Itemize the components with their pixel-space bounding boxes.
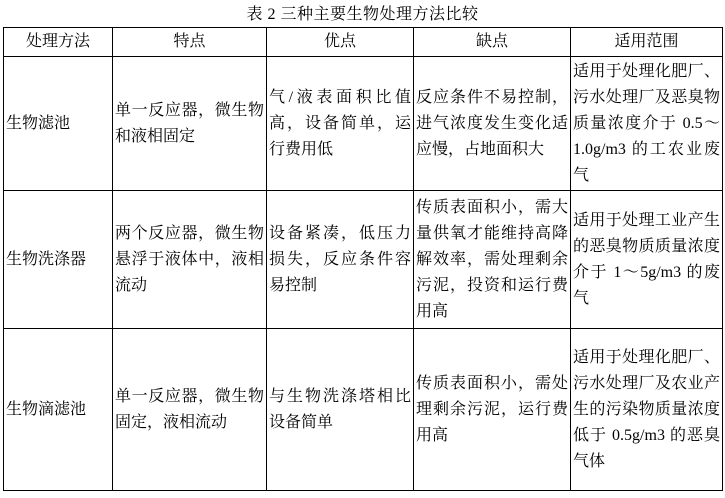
header-applicable-scope: 适用范围	[571, 28, 723, 57]
comparison-table	[3, 27, 723, 491]
cell-scope: 适用于处理化肥厂、污水处理厂及恶臭物质量浓度介于 0.5～1.0g/m3 的工农业废气	[571, 57, 723, 191]
header-treatment-method: 处理方法	[4, 28, 113, 57]
cell-scope: 适用于处理工业产生的恶臭物质质量浓度介于 1～5g/m3 的废气	[571, 191, 723, 329]
cell-scope: 适用于处理化肥厂、污水处理厂及农业产生的污染物质量浓度低于 0.5g/m3 的恶臭气体	[571, 329, 723, 491]
cell-feature: 单一反应器，微生物和液相固定	[113, 57, 267, 191]
cell-feature: 两个反应器，微生物悬浮于液体中，液相流动	[113, 191, 267, 329]
cell-method: 生物滤池	[4, 57, 113, 191]
table-header-row	[4, 28, 723, 57]
header-features: 特点	[113, 28, 267, 57]
cell-method: 生物洗涤器	[4, 191, 113, 329]
cell-feature: 单一反应器，微生物固定，液相流动	[113, 329, 267, 491]
header-advantages: 优点	[267, 28, 414, 57]
cell-method: 生物滴滤池	[4, 329, 113, 491]
header-disadvantages: 缺点	[414, 28, 571, 57]
cell-advantage: 设备紧凑，低压力损失，反应条件容易控制	[267, 191, 414, 329]
table-caption: 表 2 三种主要生物处理方法比较	[246, 6, 479, 23]
cell-advantage: 与生物洗涤塔相比设备简单	[267, 329, 414, 491]
table-row-biotricklingfilter	[4, 329, 723, 491]
cell-disadvantage: 传质表面积小，需处理剩余污泥，运行费用高	[414, 329, 571, 491]
cell-advantage: 气/液表面积比值高，设备简单，运行费用低	[267, 57, 414, 191]
table-row-biofilter	[4, 57, 723, 191]
cell-disadvantage: 传质表面积小，需大量供氧才能维持高降解效率，需处理剩余污泥，投资和运行费用高	[414, 191, 571, 329]
cell-disadvantage: 反应条件不易控制，进气浓度发生变化适应慢，占地面积大	[414, 57, 571, 191]
table-row-bioscrubber	[4, 191, 723, 329]
